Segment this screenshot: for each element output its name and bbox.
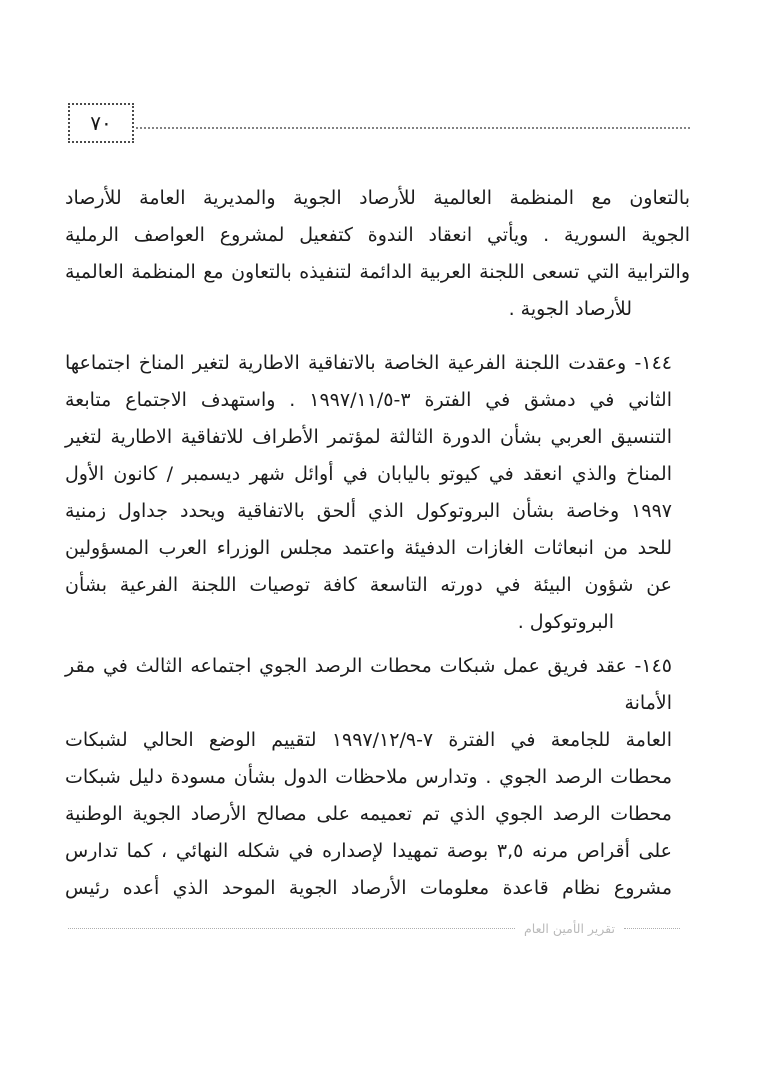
- text-line: للحد من انبعاثات الغازات الدفيئة واعتمد مجلس الوزراء العرب المسؤولين: [65, 537, 672, 559]
- text-line: العامة للجامعة في الفترة ٧-١٩٩٧/١٢/٩ لتقييم الوضع الحالي لشبكات: [65, 729, 673, 751]
- text-line: المناخ والذي انعقد في كيوتو باليابان في أوائل شهر ديسمبر / كانون الأول: [65, 463, 672, 485]
- page-number: ٧٠: [90, 111, 112, 135]
- list-item-145: [65, 648, 672, 907]
- footer-title: تقرير الأمين العام: [524, 920, 615, 936]
- body-text: [65, 180, 690, 907]
- text-line: الجوية السورية . ويأتي انعقاد الندوة كتفعيل لمشروع العواصف الرملية: [65, 224, 690, 246]
- list-item-144: [65, 345, 672, 641]
- text-line: عن شؤون البيئة في دورته التاسعة كافة توصيات اللجنة الفرعية بشأن: [65, 574, 672, 596]
- text-line: ١٩٩٧ وخاصة بشأن البروتوكول الذي ألحق بالاتفاقية ويحدد جداول زمنية: [65, 500, 672, 522]
- text-line: على أقراص مرنه ٣,٥ بوصة تمهيدا لإصداره في شكله النهائي ، كما تدارس: [65, 840, 672, 862]
- text-line: ١٤٥- عقد فريق عمل شبكات محطات الرصد الجوي اجتماعه الثالث في مقر الأمانة: [65, 655, 672, 714]
- text-line: مشروع نظام قاعدة معلومات الأرصاد الجوية الموحد الذي أعده رئيس: [65, 877, 672, 899]
- text-line: البروتوكول .: [517, 611, 614, 633]
- header-dotted-rule: [136, 127, 690, 129]
- text-line: الثاني في دمشق في الفترة ٣-١٩٩٧/١١/٥ . واستهدف الاجتماع متابعة: [65, 389, 672, 411]
- footer-dotted-rule-left: [68, 928, 515, 929]
- text-line: ١٤٤- وعقدت اللجنة الفرعية الخاصة بالاتفاقية الاطارية لتغير المناخ اجتماعها: [65, 352, 672, 374]
- text-line: محطات الرصد الجوي الذي تم تعميمه على مصالح الأرصاد الجوية الوطنية: [65, 803, 672, 825]
- page-footer: [68, 916, 680, 940]
- text-line: التنسيق العربي بشأن الدورة الثالثة لمؤتمر الأطراف للاتفاقية الاطارية لتغير: [65, 426, 672, 448]
- text-line: للأرصاد الجوية .: [508, 298, 632, 320]
- text-line: بالتعاون مع المنظمة العالمية للأرصاد الجوية والمديرية العامة للأرصاد: [65, 187, 690, 209]
- footer-dotted-rule-right: [624, 928, 680, 929]
- paragraph-continuation: [65, 180, 690, 328]
- text-line: محطات الرصد الجوي . وتدارس ملاحظات الدول بشأن مسودة دليل شبكات: [65, 766, 672, 788]
- page-number-box: [68, 103, 134, 143]
- text-line: والترابية التي تسعى اللجنة العربية الدائمة لتنفيذه بالتعاون مع المنظمة العالمية: [65, 261, 690, 283]
